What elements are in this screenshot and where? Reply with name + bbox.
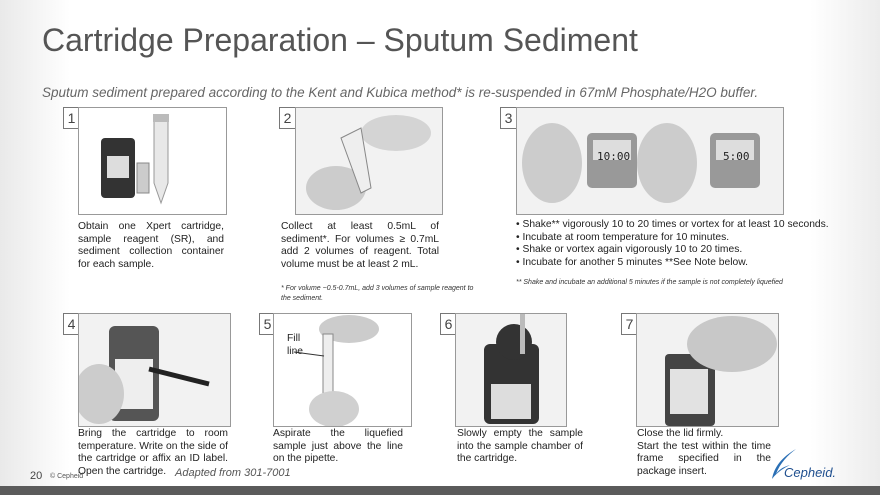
step-1-image bbox=[78, 107, 227, 215]
step-3-image bbox=[516, 107, 784, 215]
bullet: • Incubate at room temperature for 10 minutes. bbox=[516, 231, 730, 243]
step-number: 3 bbox=[500, 107, 517, 129]
bottom-bar bbox=[0, 486, 880, 495]
bullet: • Shake** vigorously 10 to 20 times or vortex for at least 10 seconds. bbox=[516, 219, 829, 230]
step-3-note: ** Shake and incubate an additional 5 minutes if the sample is not completely liquefied bbox=[516, 279, 783, 286]
step-2-image bbox=[295, 107, 443, 215]
logo-text: Cepheid. bbox=[784, 465, 837, 480]
step-1-text: Obtain one Xpert cartridge, sample reagent (SR), and sediment collection container for each sample. bbox=[78, 221, 224, 270]
step-5-text: Aspirate the liquefied sample just above the line on the pipette. bbox=[273, 428, 403, 465]
step-2-note: * For volume ~0.5-0.7mL, add 3 volumes of sample reagent to the sediment. bbox=[281, 285, 474, 302]
page-title: Cartridge Preparation – Sputum Sediment bbox=[42, 22, 638, 58]
step-6-text: Slowly empty the sample into the sample chamber of the cartridge. bbox=[457, 428, 583, 465]
step-7-image bbox=[636, 313, 779, 427]
step-number: 1 bbox=[63, 107, 80, 129]
step-number: 6 bbox=[440, 313, 457, 335]
step-5-image bbox=[273, 313, 412, 427]
step-7-line-1: Close the lid firmly. bbox=[637, 428, 724, 439]
step-4-image bbox=[78, 313, 231, 427]
fill-line-label: Fill line bbox=[287, 333, 304, 357]
step-3-bullets bbox=[516, 219, 829, 269]
bullet: • Incubate for another 5 minutes **See Note below. bbox=[516, 256, 748, 268]
adapted-from: Adapted from 301-7001 bbox=[175, 467, 291, 479]
subtitle: Sputum sediment prepared according to the Kent and Kubica method* is re-suspended in 67mM Phosphate/H2O buffer. bbox=[42, 85, 759, 100]
cepheid-logo bbox=[768, 447, 848, 483]
timer-display: 5:00 bbox=[723, 150, 750, 163]
step-7-text bbox=[637, 428, 771, 478]
step-number: 5 bbox=[259, 313, 276, 335]
step-7-line-2: Start the test within the time frame specified in the package insert. bbox=[637, 440, 771, 477]
step-2-text: Collect at least 0.5mL of sediment*. For volumes ≥ 0.7mL add 2 volumes of reagent. Total volume must be at least 2 mL. bbox=[281, 221, 439, 270]
step-6-image bbox=[455, 313, 567, 427]
step-4-text: Bring the cartridge to room temperature. Write on the side of the cartridge or affix an ID label. Open the cartridge. bbox=[78, 428, 228, 477]
bullet: • Shake or vortex again vigorously 10 to 20 times. bbox=[516, 244, 743, 256]
copyright: © Cepheid bbox=[50, 473, 84, 480]
timer-display: 10:00 bbox=[597, 150, 631, 163]
step-number: 2 bbox=[279, 107, 296, 129]
page-number: 20 bbox=[30, 470, 43, 482]
step-number: 4 bbox=[63, 313, 80, 335]
step-number: 7 bbox=[621, 313, 638, 335]
